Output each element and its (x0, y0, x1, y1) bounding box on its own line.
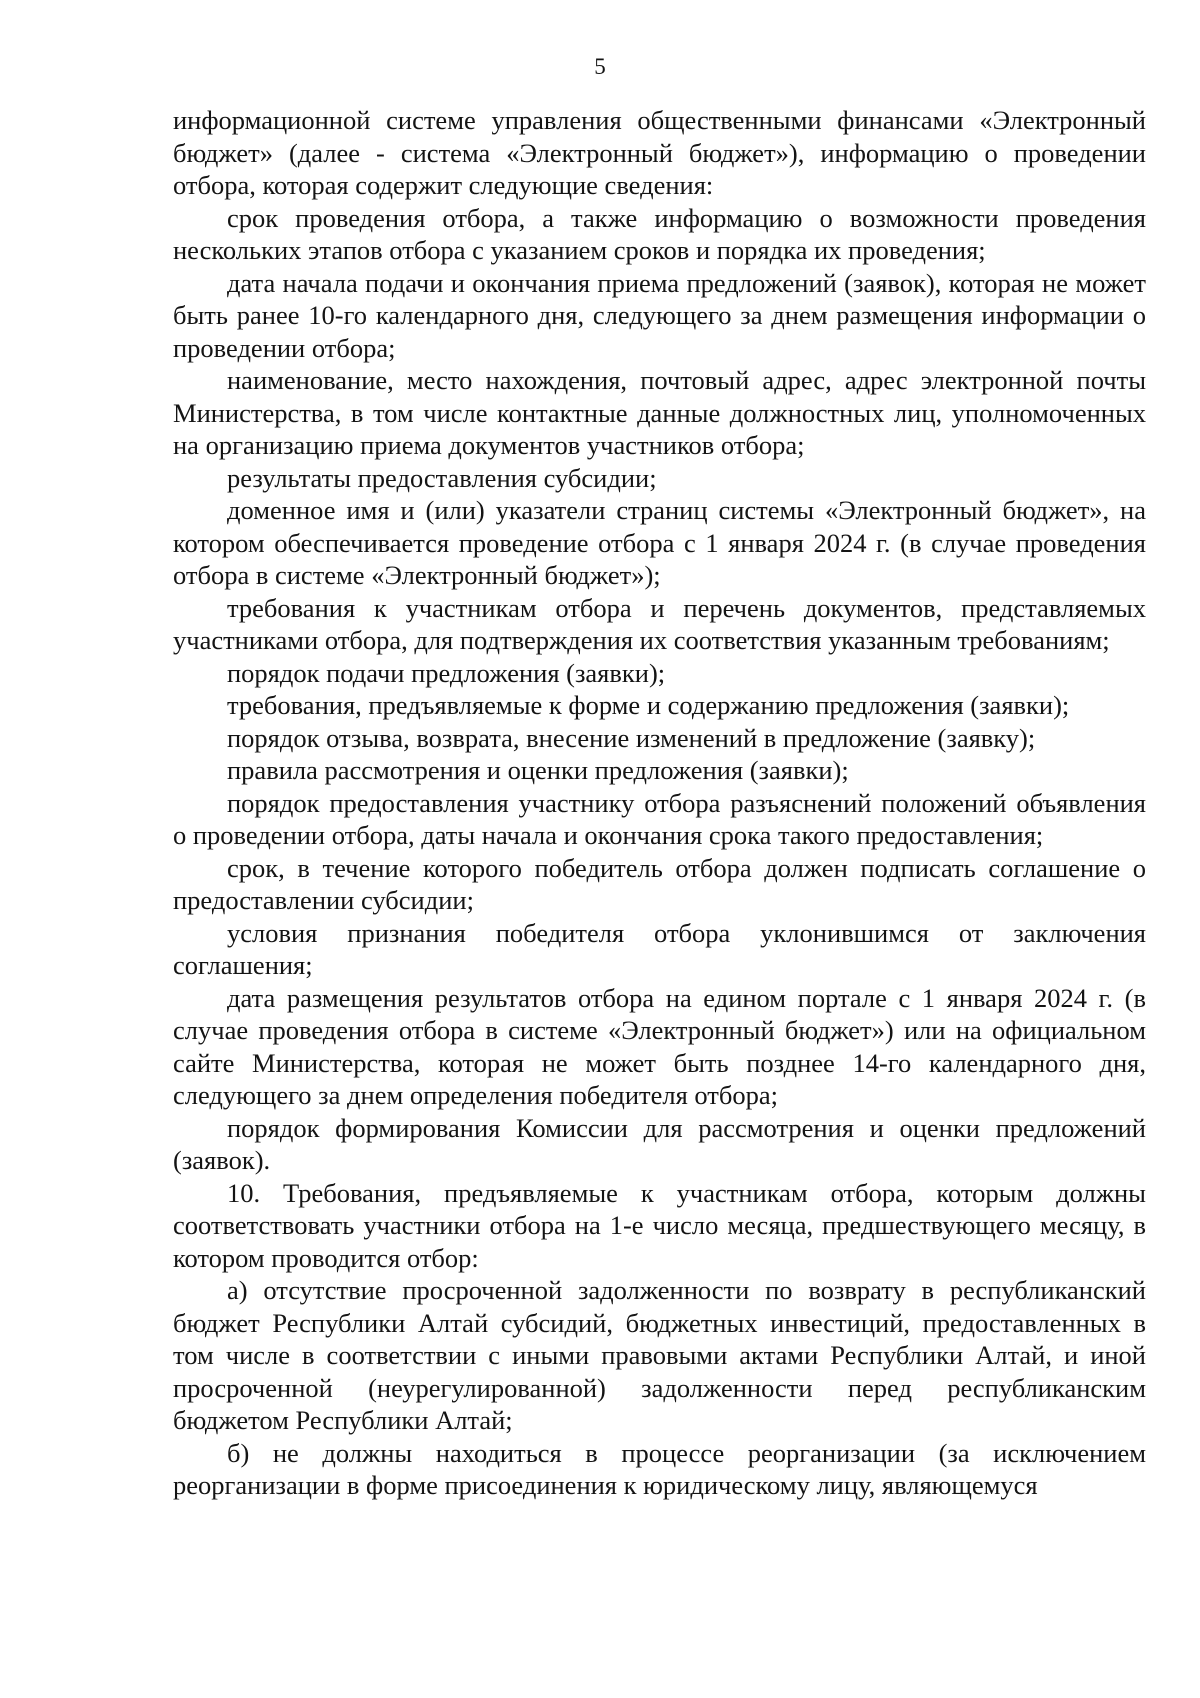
paragraph-clarifications: порядок предоставления участнику отбора разъяснений положений объявления о проведении отбора, даты начала и окончания срока такого предоставления; (173, 787, 1146, 850)
paragraph-submission-dates: дата начала подачи и окончания приема предложений (заявок), которая не может быть ранее 10-го календарного дня, следующего за днем размещения информации о проведении отбора; (173, 267, 1146, 363)
paragraph-participant-requirements: требования к участникам отбора и перечень документов, представляемых участниками отбора, для подтверждения их соответствия указанным требованиям; (173, 592, 1146, 655)
document-body (173, 104, 1146, 1502)
paragraph-evasion-conditions: условия признания победителя отбора уклонившимся от заключения соглашения; (173, 917, 1146, 980)
paragraph-subsidy-results: результаты предоставления субсидии; (227, 462, 657, 493)
paragraph-selection-term: срок проведения отбора, а также информацию о возможности проведения нескольких этапов отбора с указанием сроков и порядка их проведения; (173, 202, 1146, 265)
paragraph-agreement-deadline: срок, в течение которого победитель отбора должен подписать соглашение о предоставлении субсидии; (173, 852, 1146, 915)
paragraph-commission-formation: порядок формирования Комиссии для рассмотрения и оценки предложений (заявок). (173, 1112, 1146, 1175)
paragraph-ministry-contacts: наименование, место нахождения, почтовый адрес, адрес электронной почты Министерства, в том числе контактные данные должностных лиц, уполномоченных на организацию приема документов участников отбора; (173, 365, 1146, 460)
paragraph-review-rules: правила рассмотрения и оценки предложения (заявки); (227, 755, 849, 785)
paragraph-form-requirements: требования, предъявляемые к форме и содержанию предложения (заявки); (227, 690, 1070, 720)
paragraph-withdrawal-procedure: порядок отзыва, возврата, внесение изменений в предложение (заявку); (227, 722, 1036, 753)
page-number: 5 (594, 54, 606, 79)
paragraph-submission-procedure: порядок подачи предложения (заявки); (227, 657, 666, 688)
paragraph-item-a: а) отсутствие просроченной задолженности по возврату в республиканский бюджет Республики Алтай субсидий, бюджетных инвестиций, предоставленных в том числе в соответствии с иными правовыми актами Республики Алтай, и иной просроченной (неурегулированной) задолженности перед республиканским бюджетом Республики Алтай; (173, 1275, 1146, 1435)
paragraph-domain-name: доменное имя и (или) указатели страниц системы «Электронный бюджет», на котором обеспечивается проведение отбора с 1 января 2024 г. (в случае проведения отбора в системе «Электронный бюджет»); (173, 495, 1146, 590)
paragraph-system-info: информационной системе управления общественными финансами «Электронный бюджет» (далее - система «Электронный бюджет»), информацию о проведении отбора, которая содержит следующие сведения: (173, 105, 1146, 200)
paragraph-results-publication: дата размещения результатов отбора на едином портале с 1 января 2024 г. (в случае проведения отбора в системе «Электронный бюджет») или на официальном сайте Министерства, которая не может быть позднее 14-го календарного дня, следующего за днем определения победителя отбора; (173, 982, 1146, 1110)
paragraph-section-10: 10. Требования, предъявляемые к участникам отбора, которым должны соответствовать участники отбора на 1-е число месяца, предшествующего месяцу, в котором проводится отбор: (173, 1177, 1146, 1273)
paragraph-item-b: б) не должны находиться в процессе реорганизации (за исключением реорганизации в форме присоединения к юридическому лицу, являющемуся (173, 1437, 1146, 1500)
